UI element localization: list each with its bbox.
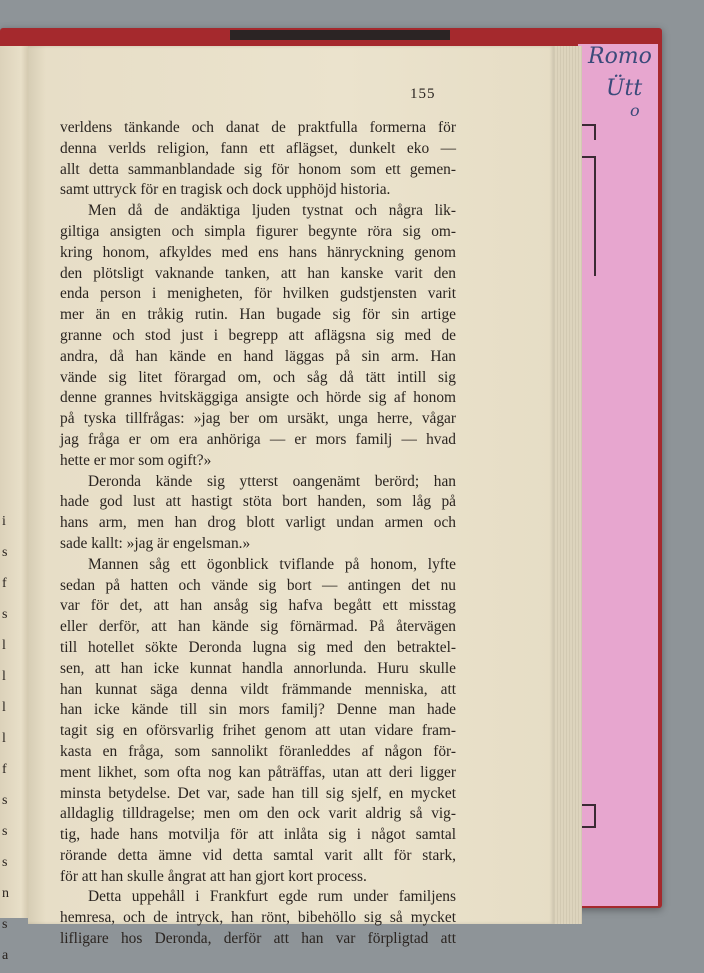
text-line: han icke kände till sin mors familj? Denne man hade: [60, 701, 456, 719]
text-line: kring honom, afkyldes med ens hans hänryckning genom: [60, 243, 456, 261]
text-line: denna verlds religion, fann ett aflägset, dunkelt eko —: [60, 139, 456, 157]
left-page-fragment: l: [2, 700, 6, 715]
text-line: på tyska tillfrågas: »jag ber om ursäkt, unga herre, vågar: [60, 410, 456, 428]
body-text: [60, 118, 456, 950]
text-line: vände sig litet förargad om, och såg då tätt intill sig: [60, 368, 456, 386]
text-line: jag fråga er om era anhöriga — er mors familj — hvad: [60, 430, 456, 448]
text-line: verldens tänkande och danat de praktfulla formerna för: [60, 119, 456, 136]
insert-rule: [594, 156, 596, 276]
pink-insert-sheet: [578, 44, 658, 906]
text-line: den plötsligt vaknande tanken, att han kanske varit den: [60, 264, 456, 282]
left-page-fragment: n: [2, 886, 9, 901]
text-line: Deronda kände sig ytterst oangenämt berörd; han: [88, 472, 456, 490]
left-page-fragment: s: [2, 793, 8, 808]
text-line: Men då de andäktiga ljuden tystnat och några lik-: [88, 202, 456, 220]
left-page-fragment: s: [2, 607, 8, 622]
text-line: granne och stod just i begrepp att aflägsna sig med de: [60, 326, 456, 344]
text-line: alldaglig tilldragelse; men om den ock varit aldrig så vig-: [60, 805, 456, 823]
text-line: allt detta sammanblandade sig för honom som ett gemen-: [60, 160, 456, 178]
left-page-fragment: s: [2, 824, 8, 839]
text-line: giltiga ansigten och simpla figurer begynte röra sig om-: [60, 222, 456, 240]
text-line: eller derför, att han kände sig förnärmad. På återvägen: [60, 618, 456, 636]
insert-rule: [594, 806, 596, 826]
text-line: till hotellet sökte Deronda lugna sig med den betraktel-: [60, 638, 456, 656]
text-line: lifligare hos Deronda, derför att han var förpligtad att: [60, 930, 456, 948]
text-line: tig, hade hans motvilja för att inlåta sig i något samtal: [60, 826, 456, 844]
left-page-edge: [0, 46, 31, 963]
page-number: 155: [410, 86, 436, 102]
text-line: andra, då han kände en hand läggas på sin arm. Han: [60, 347, 456, 365]
text-line: minsta betydelse. Det var, sade han till sig sjelf, en mycket: [60, 784, 456, 802]
text-line: Mannen såg ett ögonblick tviflande på honom, lyfte: [88, 555, 456, 573]
left-page-fragment: s: [2, 855, 8, 870]
text-line: han kunnat säga denna vildt främmande menniska, att: [60, 680, 456, 698]
text-line: kasta en fråga, som sannolikt föranleddes af någon för-: [60, 742, 456, 760]
left-page-fragment: l: [2, 731, 6, 746]
text-line: sedan på hatten och vände sig bort — antingen det nu: [60, 576, 456, 594]
text-line: för att han skulle ångrat att han gjort kort process.: [60, 867, 367, 885]
text-line: rörande detta ämne vid detta samtal varit allt för stark,: [60, 846, 456, 864]
handwritten-note-line2: Ütt: [606, 76, 643, 101]
left-page-fragment: l: [2, 638, 6, 653]
handwritten-note-mark: o: [630, 101, 640, 120]
left-page-fragment: i: [2, 514, 6, 529]
left-page-fragment: f: [2, 576, 7, 591]
handwritten-note-line1: Romo: [588, 44, 652, 69]
text-line: tagit sig en oförsvarlig frihet genom att utan vidare fram-: [60, 722, 456, 740]
insert-rule: [594, 124, 596, 140]
text-line: sade kallt: »jag är engelsman.»: [60, 534, 251, 552]
left-page-fragment: f: [2, 762, 7, 777]
text-line: hade god lust att hastigt stöta bort handen, som låg på: [60, 493, 456, 511]
cover-spine-band: [230, 30, 450, 40]
left-page-fragment: a: [2, 948, 9, 963]
text-line: samt uttryck för en tragisk och dock upphöjd historia.: [60, 181, 391, 199]
left-page-fragment: s: [2, 545, 8, 560]
text-line: denne grannes hvitskäggiga ansigte och hörde sig af honom: [60, 389, 456, 407]
text-line: hans arm, men han drog blott varligt undan armen och: [60, 514, 456, 532]
text-line: mer än en tråkig rutin. Han bugade sig för sin artige: [60, 306, 456, 324]
text-line: var för det, att han ansåg sig hafva begått ett misstag: [60, 597, 456, 615]
left-page-text-fragments: [2, 506, 12, 971]
text-line: hette er mor som ogift?»: [60, 451, 212, 469]
text-line: sen, att han icke kunnat handla annorlunda. Huru skulle: [60, 659, 456, 677]
text-line: Detta uppehåll i Frankfurt egde rum under familjens: [88, 888, 456, 906]
left-page-fragment: s: [2, 917, 8, 932]
insert-rule: [580, 826, 596, 828]
left-page-fragment: l: [2, 669, 6, 684]
text-line: hemresa, och de intryck, han rönt, bibehöllo sig så mycket: [60, 909, 456, 927]
text-line: enda person i menigheten, för hvilken gudstjensten varit: [60, 285, 456, 303]
text-line: ment likhet, som ofta nog kan påträffas, utan att deri ligger: [60, 763, 456, 781]
